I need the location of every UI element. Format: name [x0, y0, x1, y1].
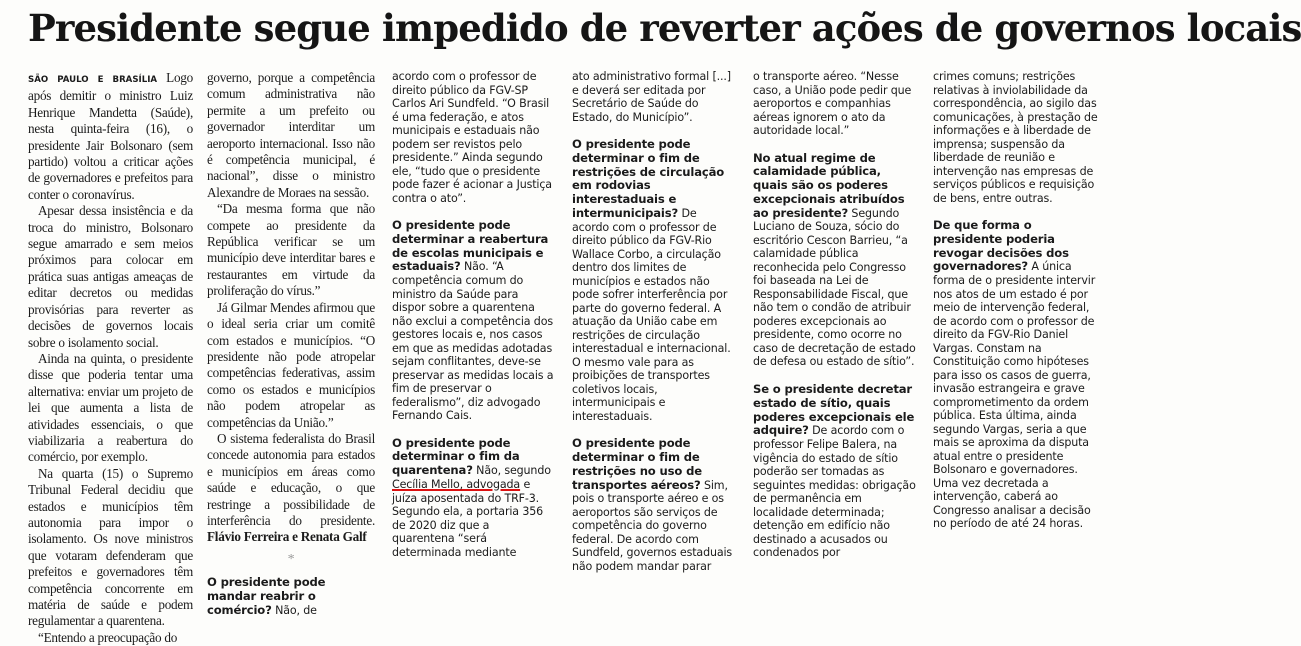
question: O presidente pode determinar o fim de restrições de circulação em rodovias interestaduais e intermunicipais?: [572, 137, 725, 220]
column-6: [933, 70, 1101, 582]
byline: Flávio Ferreira e Renata Galf: [207, 529, 367, 545]
intro-text: o transporte aéreo. “Nesse caso, a União pode pedir que aeroportos e companhias aéreas ignorem o ato da autoridade local.”: [753, 70, 912, 137]
column-1: [28, 70, 193, 645]
answer: A única forma de o presidente intervir nos atos de um estado é por meio de intervenção federal, de acordo com o professor de direito da FGV-Rio Daniel Vargas. Constam na Constituição como hipóteses para isso os casos de guerra, invasão estrangeira e grave comprometimento da ordem pública. Esta última, ainda segundo Vargas, seria a que mais se aproxima da disputa atual entre o presidente Bolsonaro e governadores. Uma vez decretada a intervenção, caberá ao Congresso analisar a decisão no período de até 24 horas.: [933, 260, 1096, 531]
intro-text: acordo com o professor de direito público da FGV-SP Carlos Ari Sundfeld. “O Brasil é uma federação, e atos municipais e estaduais não podem ser revistos pelo presidente.” Ainda segundo ele, “tudo que o presidente pode fazer é acionar a Justiça contra o ato”.: [392, 70, 552, 205]
answer: Não, de: [275, 603, 317, 617]
answer: De acordo com o professor Felipe Balera, na vigência do estado de sítio poderão ser tomadas as seguintes medidas: obrigação de permanência em localidade determinada; detenção em edifício não destinado a acusados ou condenados por: [753, 424, 916, 560]
column-3: [392, 70, 555, 582]
paragraph: Ainda na quinta, o presidente disse que poderia tentar uma alternativa: enviar um projeto de lei que aumenta a lista de atividades essenciais, o que viabilizaria a reabertura do comércio, por exemplo.: [28, 350, 193, 465]
paragraph: Apesar dessa insistência e da troca do ministro, Bolsonaro segue amarrado e sem meios próximos para colocar em prática suas antigas ameaças de editar decretos ou medidas provisórias para reverter as decisões de governos locais sobre o isolamento social.: [28, 203, 193, 350]
question: De que forma o presidente poderia revogar decisões dos governadores?: [933, 218, 1069, 274]
paragraph-text: O sistema federalista do Brasil concede autonomia para estados e municípios em áreas como saúde e educação, o que restringe a possibilidade de interferência do presidente.: [207, 430, 375, 528]
intro-text: crimes comuns; restrições relativas à inviolabilidade da correspondência, ao sigilo das comunicações, à prestação de informações e à liberdade de imprensa; suspensão da liberdade de reunião e intervenção nas empresas de serviços públicos e requisição de bens, entre outras.: [933, 70, 1098, 205]
qa-block: [933, 219, 1101, 531]
headline: Presidente segue impedido de reverter ações de governos locais: [28, 6, 1301, 50]
question: O presidente pode determinar a reabertura de escolas municipais e estaduais?: [392, 218, 549, 274]
paragraph: “Da mesma forma que não compete ao presidente da República verificar se um município deve interditar bares e restaurantes em virtude da proliferação do vírus.”: [207, 201, 375, 299]
answer-part: Não, segundo: [476, 464, 551, 478]
lead-paragraph: [28, 70, 193, 203]
paragraph-text: Logo após demitir o ministro Luiz Henrique Mandetta (Saúde), nesta quinta-feira (16), o presidente Jair Bolsonaro (sem partido) voltou a criticar ações de governadores e prefeitos para conter o coronavírus.: [28, 70, 193, 202]
qa-block: [572, 138, 735, 423]
column-5: [753, 70, 916, 582]
question: O presidente pode determinar o fim da quarentena?: [392, 435, 520, 478]
column-4: [572, 70, 735, 582]
qa-block: [207, 576, 375, 617]
qa-block: [753, 152, 916, 369]
dateline: SÃO PAULO E BRASÍLIA: [28, 75, 158, 85]
answer: Sim, pois o transporte aéreo e os aeroportos são serviços de competência do governo federal. De acordo com Sundfeld, governos estaduais não podem mandar parar: [572, 478, 733, 573]
qa-block: [572, 437, 735, 573]
qa-block: [392, 437, 555, 559]
answer-part: e juíza aposentada do TRF-3. Segundo ela, a portaria 356 de 2020 diz que a quarentena “será determinada mediante: [392, 478, 544, 559]
paragraph: [207, 431, 375, 546]
answer: Segundo Luciano de Souza, sócio do escritório Cescon Barrieu, “a calamidade pública reconhecida pelo Congresso foi baseada na Lei de Responsabilidade Fiscal, que não tem o condão de atribuir poderes excepcionais ao presidente, como ocorre no caso de decretação de estado de defesa ou estado de sítio”.: [753, 206, 916, 369]
paragraph: “Entendo a preocupação do: [38, 629, 178, 645]
column-2: [207, 70, 375, 617]
paragraph: Na quarta (15) o Supremo Tribunal Federal decidiu que estados e municípios têm autonomia para impor o isolamento. Os nove ministros que votaram defenderam que prefeitos e governadores têm competência concorrente em matéria de saúde e podem regulamentar a quarentena.: [28, 465, 193, 629]
answer: Não. “A competência comum do ministro da Saúde para dispor sobre a quarentena não exclui a competência dos gestores locais e, nos casos em que as medidas adotadas sejam conflitantes, deve-se preservar as medidas locais a fim de preservar o federalismo”, diz advogado Fernando Cais.: [392, 260, 554, 423]
paragraph: Já Gilmar Mendes afirmou que o ideal seria criar um comitê com estados e municípios. “O presidente não pode atropelar competências federativas, assim como os estados e municípios não podem atropelar as competências da União.”: [207, 299, 375, 430]
highlighted-name: Cecília Mello, advogada: [392, 478, 521, 492]
qa-block: [753, 383, 916, 560]
paragraph: governo, porque a competência comum administrativa não permite a um prefeito ou governador interditar um aeroporto internacional. Isso não é competência municipal, é nacional”, disse o ministro Alexandre de Moraes na sessão.: [207, 70, 375, 200]
intro-text: ato administrativo formal [...] e deverá ser editada por Secretário de Saúde do Estado, do Município”.: [572, 70, 731, 124]
question: O presidente pode mandar reabrir o comércio?: [207, 575, 326, 617]
question: Se o presidente decretar estado de sítio, quais poderes excepcionais ele adquire?: [753, 381, 915, 438]
qa-block: [392, 219, 555, 423]
question: O presidente pode determinar o fim de restrições no uso de transportes aéreos?: [572, 436, 702, 492]
question: No atual regime de calamidade pública, quais são os poderes excepcionais atribuídos ao presidente?: [753, 150, 905, 220]
answer: De acordo com o professor de direito público da FGV-Rio Wallace Corbo, a circulação dentro dos limites de municípios e estados não pode sofrer interferência por parte do governo federal. A atuação da União cabe em restrições de circulação interestadual e internacional. O mesmo vale para as proibições de transportes coletivos locais, intermunicipais e interestaduais.: [572, 206, 731, 423]
separator-star: *: [287, 551, 295, 567]
